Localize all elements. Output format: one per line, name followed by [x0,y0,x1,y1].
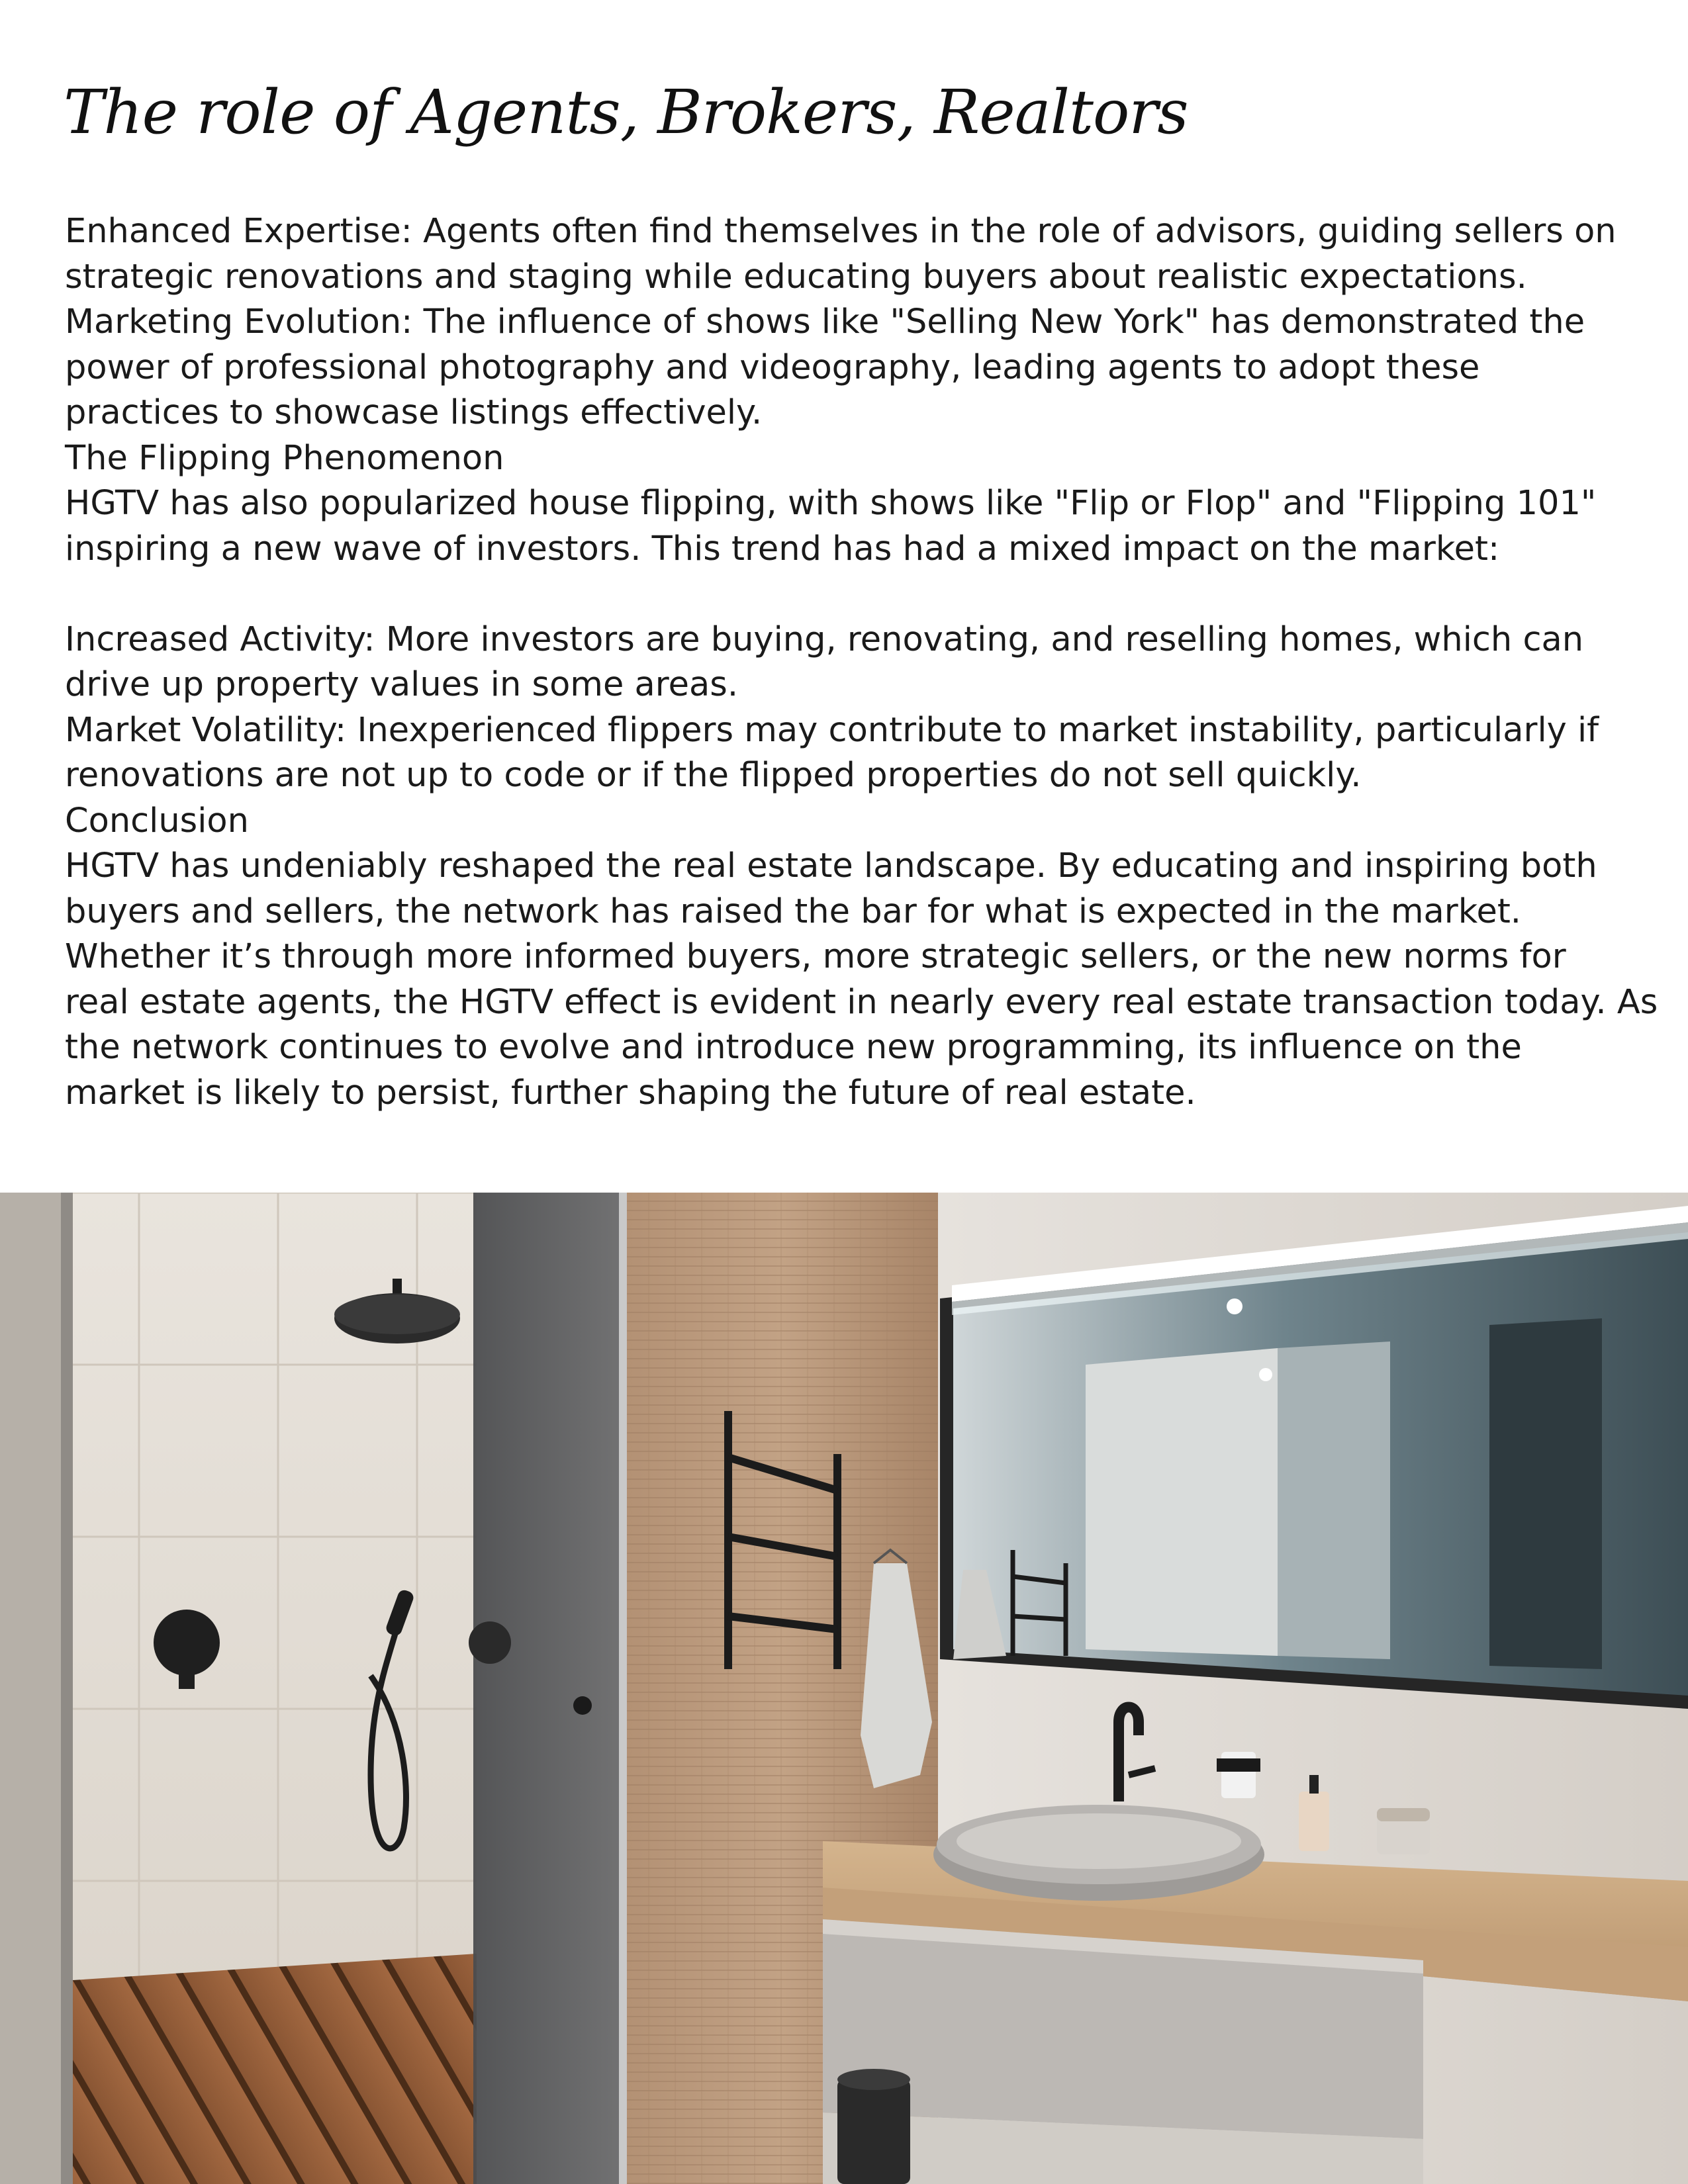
paragraph-line: Whether it’s through more informed buyers, more strategic sellers, or the new norms for [65,937,1566,976]
paragraph-line: HGTV has also popularized house flipping, with shows like "Flip or Flop" and "Flipping 101" [65,484,1597,523]
paragraph-line: Market Volatility: Inexperienced flippers may contribute to market instability, particularly if [65,710,1599,750]
paragraph-line: Increased Activity: More investors are buying, renovating, and reselling homes, which can [65,619,1584,659]
body-text [65,209,1658,1116]
paragraph-line: practices to showcase listings effectively. [65,393,763,432]
bathroom-photo [0,1193,1688,2184]
paragraph-line: power of professional photography and videography, leading agents to adopt these [65,347,1480,387]
paragraph-line: HGTV has undeniably reshaped the real estate landscape. By educating and inspiring both [65,846,1597,886]
paragraph-line: drive up property values in some areas. [65,665,739,704]
paragraph-gap [65,572,1654,617]
page-title: The role of Agents, Brokers, Realtors [64,77,1188,148]
section-heading-flipping: The Flipping Phenomenon [65,438,504,478]
paragraph-line: Enhanced Expertise: Agents often find themselves in the role of advisors, guiding sellers on [65,212,1617,251]
paragraph-line: inspiring a new wave of investors. This trend has had a mixed impact on the market: [65,529,1500,569]
paragraph-line: renovations are not up to code or if the flipped properties do not sell quickly. [65,756,1362,795]
paragraph-line: Marketing Evolution: The influence of shows like "Selling New York" has demonstrated the [65,302,1585,341]
paragraph-line: buyers and sellers, the network has raised the bar for what is expected in the market. [65,891,1522,931]
paragraph-line: strategic renovations and staging while educating buyers about realistic expectations. [65,257,1527,296]
section-heading-conclusion: Conclusion [65,801,249,841]
paragraph-line: market is likely to persist, further shaping the future of real estate. [65,1073,1196,1113]
paragraph-line: the network continues to evolve and introduce new programming, its influence on the [65,1028,1522,1067]
paragraph-line: real estate agents, the HGTV effect is evident in nearly every real estate transaction today. As [65,982,1658,1022]
